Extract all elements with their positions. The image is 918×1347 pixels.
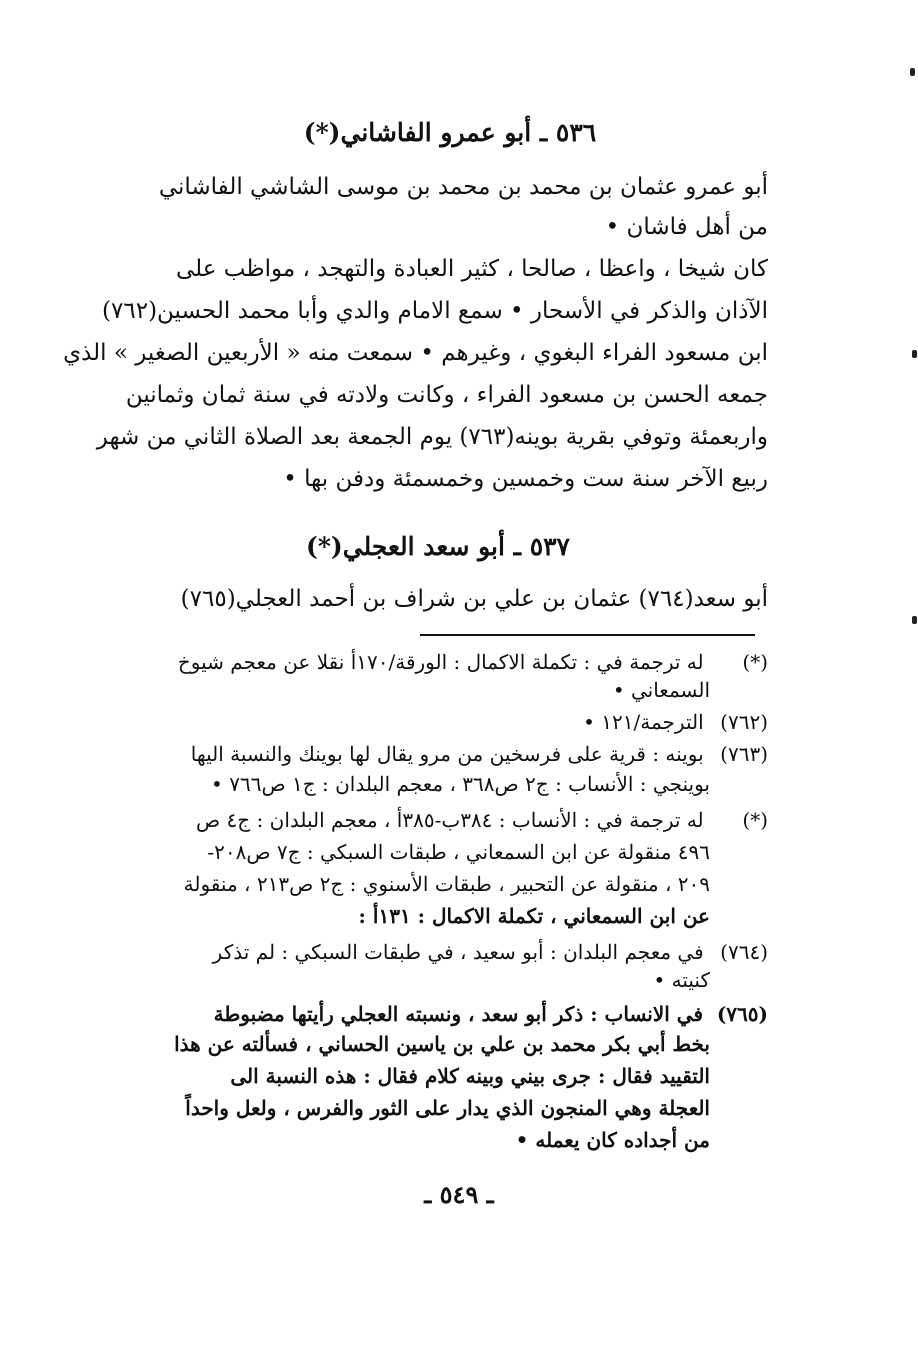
footnote-762 xyxy=(118,708,768,736)
entry-537-line-1: أبو سعد(٧٦٤) عثمان بن علي بن شراف بن أحمد العجلي(٧٦٥) xyxy=(180,586,768,612)
footnote-765 xyxy=(118,1000,768,1028)
footnote-mark: (٧٦٣) xyxy=(720,742,768,766)
footnote-text: في معجم البلدان : أبو سعيد ، في طبقات السبكي : لم تذكر xyxy=(212,940,704,964)
footnote-star-1-cont: السمعاني • xyxy=(612,678,710,702)
footnote-763-cont: بوينجي : الأنساب : ج٢ ص٣٦٨ ، معجم البلدان : ج١ ص٧٦٦ • xyxy=(211,772,710,796)
footnote-mark: (٧٦٥) xyxy=(716,1002,768,1026)
footnote-star-2-cont-1: ٤٩٦ منقولة عن ابن السمعاني ، طبقات السبكي : ج٧ ص٢٠٨- xyxy=(207,840,710,864)
page-number: ـ ٥٤٩ ـ xyxy=(424,1180,494,1209)
footnote-star-2-cont-2: ٢٠٩ ، منقولة عن التحبير ، طبقات الأسنوي : ج٢ ص٢١٣ ، منقولة xyxy=(183,872,710,896)
entry-536-line-8: ربيع الآخر سنة ست وخمسين وخمسمئة ودفن بها • xyxy=(283,466,768,492)
footnote-765-cont-3: العجلة وهي المنجون الذي يدار على الثور والفرس ، ولعل واحداً xyxy=(185,1096,710,1120)
entry-536-line-3: كان شيخا ، واعظا ، صالحا ، كثير العبادة والتهجد ، مواظب على xyxy=(175,256,768,282)
footnote-star-1 xyxy=(118,648,768,676)
scan-mark xyxy=(910,68,915,76)
entry-536-line-6: جمعه الحسن بن مسعود الفراء ، وكانت ولادته في سنة ثمان وثمانين xyxy=(125,382,768,408)
entry-536-line-5: ابن مسعود الفراء البغوي ، وغيرهم • سمعت منه « الأربعين الصغير » الذي xyxy=(63,340,768,366)
entry-536-line-4: الآذان والذكر في الأسحار • سمع الامام والدي وأبا محمد الحسين(٧٦٢) xyxy=(102,298,768,324)
entry-536-line-2: من أهل فاشان • xyxy=(605,214,768,240)
footnote-765-cont-2: التقييد فقال : جرى بيني وبينه كلام فقال : هذه النسبة الى xyxy=(230,1064,710,1088)
footnote-rule xyxy=(420,634,755,636)
scan-mark xyxy=(912,350,917,358)
footnote-mark: (٧٦٢) xyxy=(720,710,768,734)
footnote-mark: (*) xyxy=(742,650,768,674)
scan-mark xyxy=(912,616,917,624)
entry-536-heading: ٥٣٦ ـ أبو عمرو الفاشاني(*) xyxy=(303,118,597,147)
footnote-mark: (*) xyxy=(742,808,768,832)
footnote-text: له ترجمة في : تكملة الاكمال : الورقة/١٧٠أ نقلا عن معجم شيوخ xyxy=(177,650,704,674)
footnote-star-2-cont-3: عن ابن السمعاني ، تكملة الاكمال : ١٣١أ : xyxy=(358,904,710,928)
footnote-mark: (٧٦٤) xyxy=(720,940,768,964)
footnote-text: بوينه : قرية على فرسخين من مرو يقال لها بوينك والنسبة اليها xyxy=(190,742,704,766)
entry-536-line-7: واربعمئة وتوفي بقرية بوينه(٧٦٣) يوم الجمعة بعد الصلاة الثاني من شهر xyxy=(96,424,768,450)
entry-536-line-1: أبو عمرو عثمان بن محمد بن محمد بن موسى الشاشي الفاشاني xyxy=(158,174,768,200)
footnote-763 xyxy=(118,740,768,768)
footnote-text: في الانساب : ذكر أبو سعد ، ونسبته العجلي رأيتها مضبوطة xyxy=(213,1002,704,1026)
footnote-764-cont: كنيته • xyxy=(653,968,710,992)
footnote-765-cont-1: بخط أبي بكر محمد بن علي بن ياسين الحساني ، فسألته عن هذا xyxy=(174,1032,710,1056)
footnote-text: الترجمة/١٢١ • xyxy=(583,710,704,734)
footnote-text: له ترجمة في : الأنساب : ٣٨٤ب-٣٨٥أ ، معجم البلدان : ج٤ ص xyxy=(195,808,704,832)
entry-537-heading: ٥٣٧ ـ أبو سعد العجلي(*) xyxy=(306,532,570,561)
footnote-764 xyxy=(118,938,768,966)
footnote-star-2 xyxy=(118,806,768,834)
footnote-765-cont-4: من أجداده كان يعمله • xyxy=(515,1128,710,1152)
